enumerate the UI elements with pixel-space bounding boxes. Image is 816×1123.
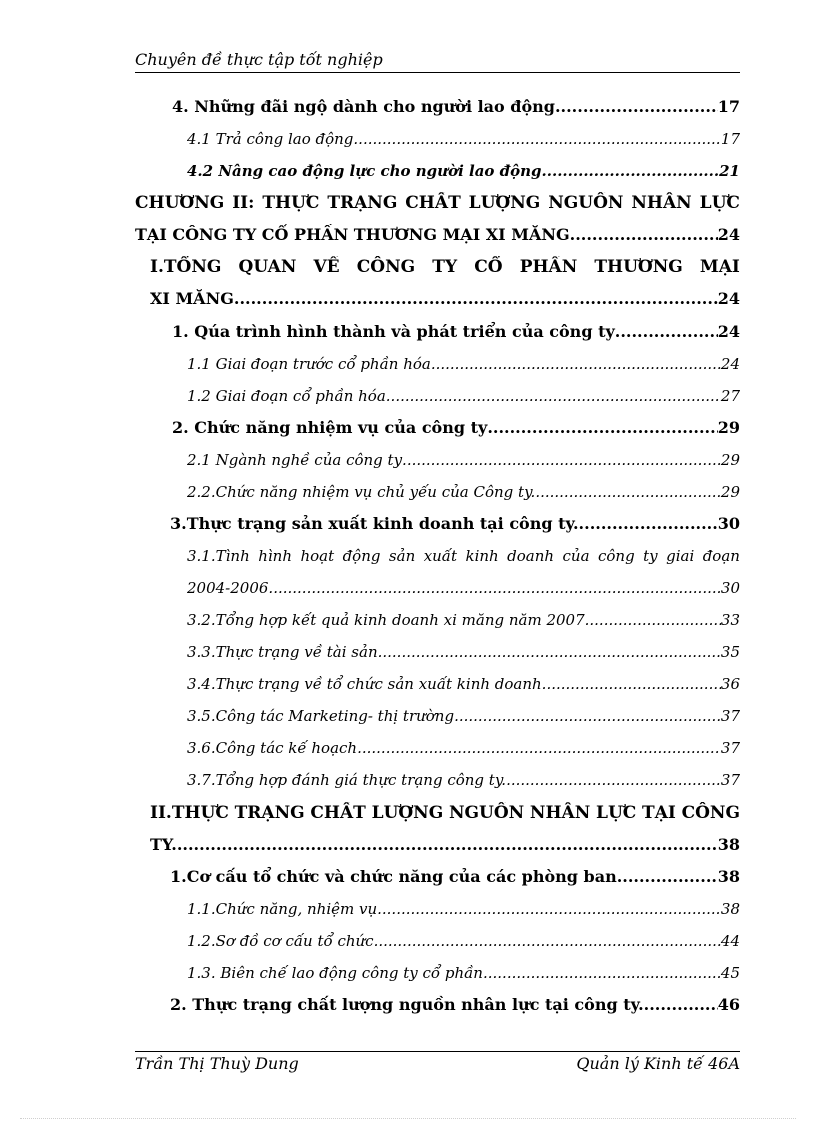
toc-entry[interactable]: 1.1 Giai đoạn trước cổ phần hóa ..... 24 bbox=[187, 353, 740, 375]
toc-entry[interactable]: TẠI CÔNG TY CỔ PHẦN THƯƠNG MẠI XI MĂNG ..... 24 bbox=[135, 224, 740, 246]
header-title: Chuyên đề thực tập tốt nghiệp bbox=[135, 50, 383, 69]
toc-entry[interactable]: 1. Qúa trình hình thành và phát triển của công ty ..... 24 bbox=[172, 321, 740, 343]
toc-entry[interactable]: 2.1 Ngành nghề của công ty ..... 29 bbox=[187, 449, 740, 471]
toc-entry-line[interactable]: 3.1.Tình hình hoạt động sản xuất kinh doanh của công ty giai đoạn bbox=[187, 547, 740, 565]
toc-entry[interactable]: XI MĂNG ..... 24 bbox=[150, 288, 740, 310]
toc-entry[interactable]: 2. Thực trạng chất lượng nguồn nhân lực tại công ty. ..... 46 bbox=[170, 994, 740, 1016]
toc-entry[interactable]: 1.1.Chức năng, nhiệm vụ. ..... 38 bbox=[187, 898, 740, 920]
toc-entry[interactable]: 3.7.Tổng hợp đánh giá thực trạng công ty. ..... 37 bbox=[187, 769, 740, 791]
toc-entry[interactable]: 4.1 Trả công lao động ..... 17 bbox=[187, 128, 740, 150]
header-divider bbox=[135, 72, 740, 73]
toc-entry[interactable]: 3.3.Thực trạng về tài sản. ..... 35 bbox=[187, 641, 740, 663]
toc-entry[interactable]: 2.2.Chức năng nhiệm vụ chủ yếu của Công ty. ..... 29 bbox=[187, 481, 740, 503]
toc-entry[interactable]: 3.6.Công tác kế hoạch ..... 37 bbox=[187, 737, 740, 759]
toc-entry[interactable]: 3.2.Tổng hợp kết quả kinh doanh xi măng năm 2007. ..... 33 bbox=[187, 609, 740, 631]
toc-entry[interactable]: 1.Cơ cấu tổ chức và chức năng của các phòng ban. ..... 38 bbox=[170, 866, 740, 888]
toc-entry[interactable]: 3.Thực trạng sản xuất kinh doanh tại công ty. ..... 30 bbox=[170, 513, 740, 535]
toc-entry[interactable]: 3.4.Thực trạng về tổ chức sản xuất kinh doanh. ..... 36 bbox=[187, 673, 740, 695]
footer-author: Trần Thị Thuỳ Dung bbox=[135, 1054, 299, 1073]
toc-entry[interactable]: 4.2 Nâng cao động lực cho người lao động ..... 21 bbox=[187, 160, 740, 182]
toc-entry[interactable]: 1.3. Biên chế lao động công ty cổ phần ..... 45 bbox=[187, 962, 740, 984]
page-boundary bbox=[20, 1118, 796, 1119]
toc-chapter-heading[interactable]: CHƯƠNG II: THỰC TRẠNG CHẤT LƯỢNG NGUỒN NHÂN LỰC bbox=[135, 193, 740, 213]
toc-entry[interactable]: 2. Chức năng nhiệm vụ của công ty ..... 29 bbox=[172, 417, 740, 439]
footer-class: Quản lý Kinh tế 46A bbox=[576, 1054, 740, 1073]
toc-entry[interactable]: 1.2 Giai đoạn cổ phần hóa ..... 27 bbox=[187, 385, 740, 407]
toc-entry[interactable]: TY. ..... 38 bbox=[150, 834, 740, 856]
toc-entry[interactable]: 1.2.Sơ đồ cơ cấu tổ chức. ..... 44 bbox=[187, 930, 740, 952]
toc-section-heading[interactable]: I.TỔNG QUAN VỀ CÔNG TY CỔ PHẦN THƯƠNG MẠI bbox=[150, 257, 740, 277]
toc-entry[interactable]: 3.5.Công tác Marketing- thị trường ..... 37 bbox=[187, 705, 740, 727]
toc-entry[interactable]: 4. Những đãi ngộ dành cho người lao động ..... 17 bbox=[172, 96, 740, 118]
toc-section-heading[interactable]: II.THỰC TRẠNG CHẤT LƯỢNG NGUỒN NHÂN LỰC TẠI CÔNG bbox=[150, 803, 740, 823]
toc-entry[interactable]: 2004-2006. ..... 30 bbox=[187, 577, 740, 599]
footer-divider bbox=[135, 1051, 740, 1052]
